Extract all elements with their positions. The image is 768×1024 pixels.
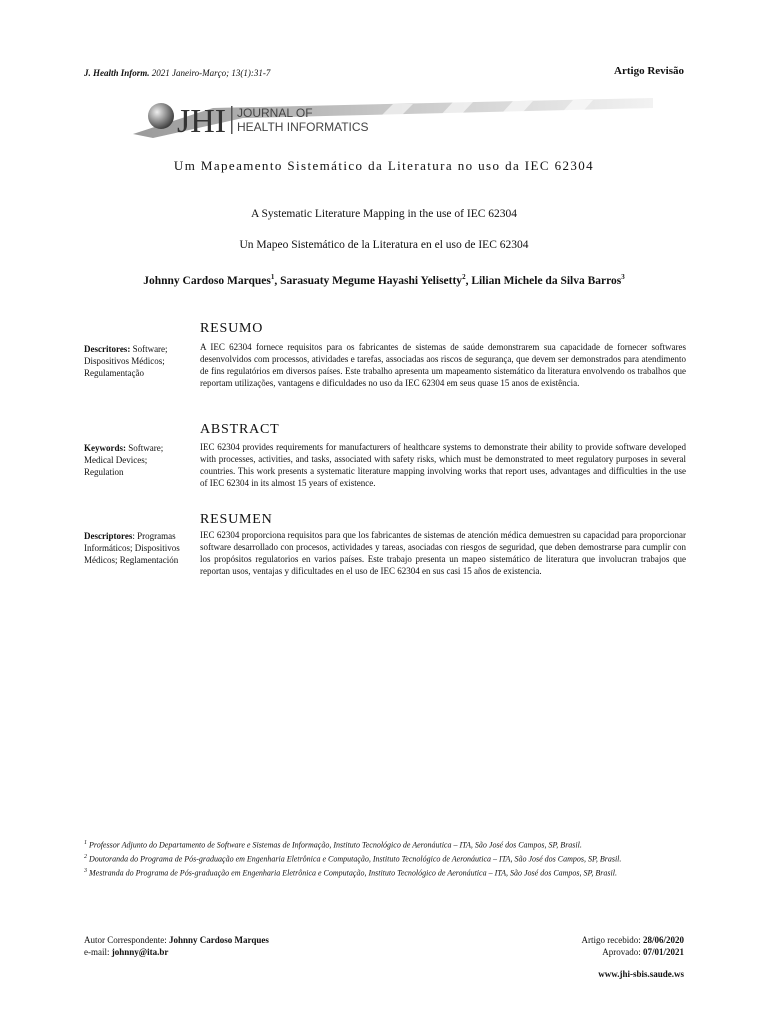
keywords-label: Descriptores (84, 531, 133, 541)
logo-line2: HEALTH INFORMATICS (237, 120, 369, 134)
abstract-keywords (84, 442, 188, 478)
journal-citation (84, 68, 270, 78)
keywords-text: Software; Medical Devices; Regulation (84, 443, 164, 477)
resumo-keywords (84, 343, 188, 379)
footnote: $^3$ Mestranda do Programa de Pós-graduação em Engenharia Eletrônica e Computação, Instituto Tecnológico de Aeronáutica – ITA, São José dos Campos, SP, Brasil. (84, 868, 617, 878)
footnote: $^2$ Doutoranda do Programa de Pós-graduação em Engenharia Eletrônica e Computação, Instituto Tecnológico de Aeronáutica – ITA, São José dos Campos, SP, Brasil. (84, 854, 622, 864)
logo-globe-icon (148, 103, 174, 129)
logo-line1: JOURNAL OF (237, 106, 313, 120)
author-name: Sarasuaty Megume Hayashi Yelisetty (280, 274, 463, 287)
received-label: Artigo recebido: (581, 935, 641, 945)
journal-abbrev: J. Health Inform. (84, 68, 150, 78)
dates-block (582, 934, 685, 958)
correspondence-block (84, 934, 269, 958)
journal-logo (133, 94, 653, 142)
keywords-label: Descritores: (84, 344, 131, 354)
affiliation-footnotes (84, 838, 688, 880)
title-english: A Systematic Literature Mapping in the use of IEC 62304 (250, 208, 518, 220)
author-affiliation-mark: 2 (462, 273, 466, 281)
footnote: $^1$ Professor Adjunto do Departamento de Software e Sistemas de Informação, Instituto Tecnológico de Aeronáutica – ITA, São José dos Campos, SP, Brasil. (84, 840, 582, 850)
received-date: 28/06/2020 (642, 935, 684, 945)
resumen-keywords (84, 530, 188, 566)
abstract-text: IEC 62304 provides requirements for manufacturers of healthcare systems to demonstrate their ability to provide software developed with processes, activities, and tasks, associated with safety risks, which must be demonstrated to meet regulatory purposes in several countries. This work presents a systematic literature mapping involving works that report uses, advantages and difficulties in the use of IEC 62304 in its almost 15 years of existence. (200, 442, 686, 488)
keywords-text: : Programas Informáticos; Dispositivos Médicos; Reglamentación (84, 531, 180, 565)
corresponding-author: Johnny Cardoso Marques (168, 935, 269, 945)
author-affiliation-mark: 1 (270, 273, 275, 281)
email-link[interactable]: johnny@ita.br (111, 947, 169, 957)
keywords-label: Keywords: (84, 443, 126, 453)
resumen-text: IEC 62304 proporciona requisitos para que los fabricantes de sistemas de atención médica demuestren su capacidad para proporcionar software desarrollado con procesos, actividades y tareas, asociadas con riesgos de seguridad, que deben demostrarse para cumplir con los propósitos regulatorios en varios países. Este trabajo presenta un mapeo sistemático de literatura que involucran trabajos que reportan usos, ventajas y dificultades en el uso de IEC 62304 en sus casi 15 años de existencia. (200, 530, 686, 576)
approved-date: 07/01/2021 (642, 947, 684, 957)
approved-label: Aprovado: (602, 947, 641, 957)
logo-letters: JHI (177, 103, 227, 140)
author-name: Johnny Cardoso Marques (143, 274, 271, 287)
keywords-text: Software; Dispositivos Médicos; Regulamentação (84, 344, 168, 378)
resumen-heading: RESUMEN (200, 512, 273, 527)
title-spanish: Un Mapeo Sistemático de la Literatura en el uso de IEC 62304 (239, 239, 529, 251)
author-affiliation-mark: 3 (621, 273, 625, 281)
corresponding-label: Autor Correspondente: (84, 935, 167, 945)
resumo-text: A IEC 62304 fornece requisitos para os fabricantes de sistemas de saúde demonstrarem sua capacidade de fornecer softwares desenvolvidos com processos, atividades e tarefas, associadas aos riscos de segurança, que devem ser demonstrados para atendimento de fins regulatórios em diversos países. Este trabalho apresenta um mapeamento sistemático da literatura envolvendo os trabalhos que reportam utilizações, vantagens e dificuldades no uso da IEC 62304 em seus quase 15 anos de existência. (200, 342, 686, 388)
journal-website-link[interactable]: www.jhi-sbis.saude.ws (598, 969, 684, 979)
article-type: Artigo Revisão (614, 65, 684, 77)
title-portuguese: Um Mapeamento Sistemático da Literatura no uso da IEC 62304 (173, 158, 595, 173)
author-name: Lilian Michele da Silva Barros (471, 274, 622, 287)
author-list: Johnny Cardoso Marques$^1$, Sarasuaty Megume Hayashi Yelisetty$^2$, Lilian Michele da Silva Barros$^3$ (143, 273, 625, 287)
abstract-heading: ABSTRACT (200, 422, 280, 437)
email-label: e-mail: (84, 947, 110, 957)
citation-info: 2021 Janeiro-Março; 13(1):31-7 (151, 68, 271, 78)
resumo-heading: RESUMO (200, 321, 264, 336)
